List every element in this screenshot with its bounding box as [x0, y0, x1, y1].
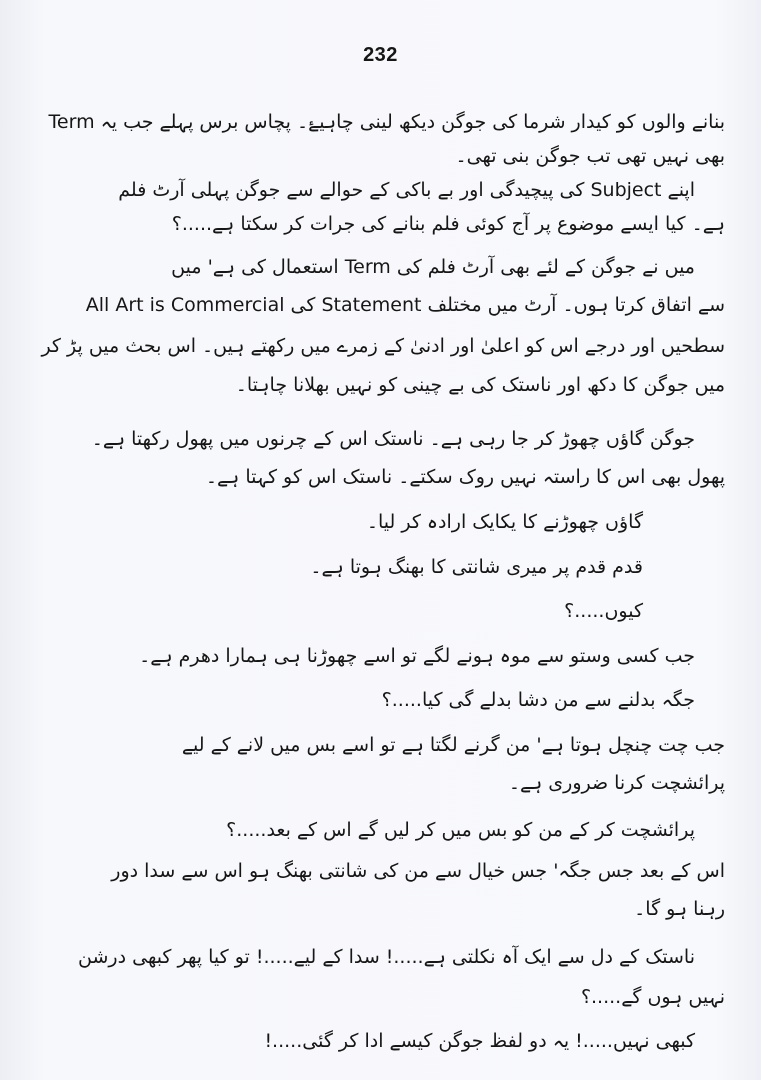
text-line-19: اس کے بعد جس جگہ' جس خیال سے من کی شانتی بھنگ ہو اس سے سدا دور [111, 860, 725, 882]
text-line-2: بھی نہیں تھی تب جوگن بنی تھی۔ [455, 145, 725, 167]
text-line-4: ہے۔ کیا ایسے موضوع پر آج کوئی فلم بنانے کی جرات کر سکتا ہے.....؟ [171, 213, 725, 235]
text-line-11: گاؤں چھوڑنے کا یکایک ارادہ کر لیا۔ [366, 511, 643, 533]
text-line-9: جوگن گاؤں چھوڑ کر جا رہی ہے۔ ناستک اس کے چرنوں میں پھول رکھتا ہے۔ [91, 428, 695, 450]
text-line-13: کیوں.....؟ [564, 600, 643, 622]
text-line-20: رہنا ہو گا۔ [634, 898, 725, 920]
text-line-1: بنانے والوں کو کیدار شرما کی جوگن دیکھ لینی چاہیۓ۔ پچاس برس پہلے جب یہ Term [48, 111, 725, 133]
text-line-17: پرائشچت کرنا ضروری ہے۔ [508, 772, 725, 794]
text-line-6: All Art is Commercial کی Statement سے اتفاق کرتا ہوں۔ آرٹ میں مختلف [85, 294, 725, 316]
text-line-10: پھول بھی اس کا راستہ نہیں روک سکتے۔ ناستک اس کو کہتا ہے۔ [205, 466, 725, 488]
text-line-23: کبھی نہیں.....! یہ دو لفظ جوگن کیسے ادا کر گئی.....! [264, 1030, 695, 1052]
text-line-21: ناستک کے دل سے ایک آہ نکلتی ہے.....! سدا کے لیے.....! تو کیا پھر کبھی درشن [78, 946, 695, 968]
text-line-15: جگہ بدلنے سے من دشا بدلے گی کیا.....؟ [381, 689, 695, 711]
text-line-22: نہیں ہوں گے.....؟ [580, 986, 725, 1008]
text-line-5: میں نے جوگن کے لئے بھی آرٹ فلم کی Term استعمال کی ہے' میں [171, 256, 695, 278]
page-number: 232 [363, 44, 398, 66]
text-line-7: سطحیں اور درجے اس کو اعلیٰ اور ادنیٰ کے زمرے میں رکھتے ہیں۔ اس بحث میں پڑ کر [41, 335, 725, 357]
text-line-12: قدم قدم پر میری شانتی کا بھنگ ہوتا ہے۔ [310, 556, 643, 578]
text-line-3: اپنے Subject کی پیچیدگی اور بے باکی کے حوالے سے جوگن پہلی آرٹ فلم [118, 179, 695, 201]
text-line-18: پرائشچت کر کے من کو بس میں کر لیں گے اس کے بعد.....؟ [226, 819, 695, 841]
text-line-16: جب چت چنچل ہوتا ہے' من گرنے لگتا ہے تو اسے بس میں لانے کے لیے [181, 734, 725, 756]
text-line-8: میں جوگن کا دکھ اور ناستک کی بے چینی کو نہیں بھلانا چاہتا۔ [235, 374, 725, 396]
text-line-14: جب کسی وستو سے موہ ہونے لگے تو اسے چھوڑنا ہی ہمارا دھرم ہے۔ [139, 645, 695, 667]
